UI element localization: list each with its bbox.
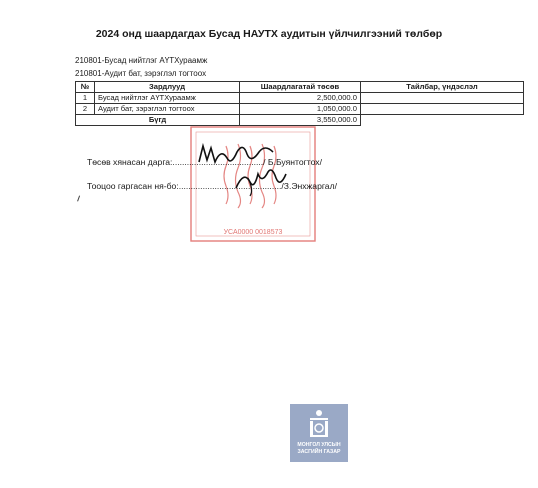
government-logo bbox=[290, 404, 348, 462]
approver-signature-line: Төсөв хянасан дарга:....................................../ Б.Буянтогтох/ bbox=[87, 157, 322, 167]
preparer-handwritten-signature bbox=[230, 168, 290, 198]
table-row bbox=[76, 104, 524, 115]
row-name: Аудит бат, зэрэглэл тогтоох bbox=[95, 104, 240, 115]
document-title: 2024 онд шаардагдах Бусад НАУТХ аудитын үйлчилгээний төлбөр bbox=[95, 28, 443, 40]
row-amount: 2,500,000.0 bbox=[240, 93, 361, 104]
budget-table bbox=[75, 81, 524, 126]
preparer-signature-line: Тооцоо гаргасан ня-бо:.........................................../З.Энхжаргал/ bbox=[87, 181, 337, 191]
logo-line-2: ЗАСГИЙН ГАЗАР bbox=[297, 448, 341, 455]
budget-line-2: 210801-Аудит бат, зэрэглэл тогтоох bbox=[75, 69, 207, 78]
table-row bbox=[76, 93, 524, 104]
logo-line-1: МОНГОЛ УЛСЫН bbox=[297, 442, 341, 448]
row-number: 1 bbox=[76, 93, 95, 104]
header-explanation: Тайлбар, үндэслэл bbox=[361, 82, 524, 93]
header-required-budget: Шаардлагатай төсөв bbox=[240, 82, 361, 93]
header-expenses: Зардлууд bbox=[95, 82, 240, 93]
budget-line-1: 210801-Бусад нийтлэг АҮТХураамж bbox=[75, 56, 208, 65]
stamp-number: УСА0000 0018573 bbox=[223, 229, 283, 236]
row-name: Бусад нийтлэг АҮТХураамж bbox=[95, 93, 240, 104]
row-number: 2 bbox=[76, 104, 95, 115]
table-header-row bbox=[76, 82, 524, 93]
soyombo-emblem-icon bbox=[307, 408, 331, 440]
row-note bbox=[361, 104, 524, 115]
margin-mark bbox=[77, 195, 83, 202]
approver-handwritten-signature bbox=[195, 140, 285, 170]
header-number: № bbox=[76, 82, 95, 93]
total-amount: 3,550,000.0 bbox=[240, 115, 361, 126]
row-note bbox=[361, 93, 524, 104]
row-amount: 1,050,000.0 bbox=[240, 104, 361, 115]
total-label: Бүгд bbox=[76, 115, 240, 126]
